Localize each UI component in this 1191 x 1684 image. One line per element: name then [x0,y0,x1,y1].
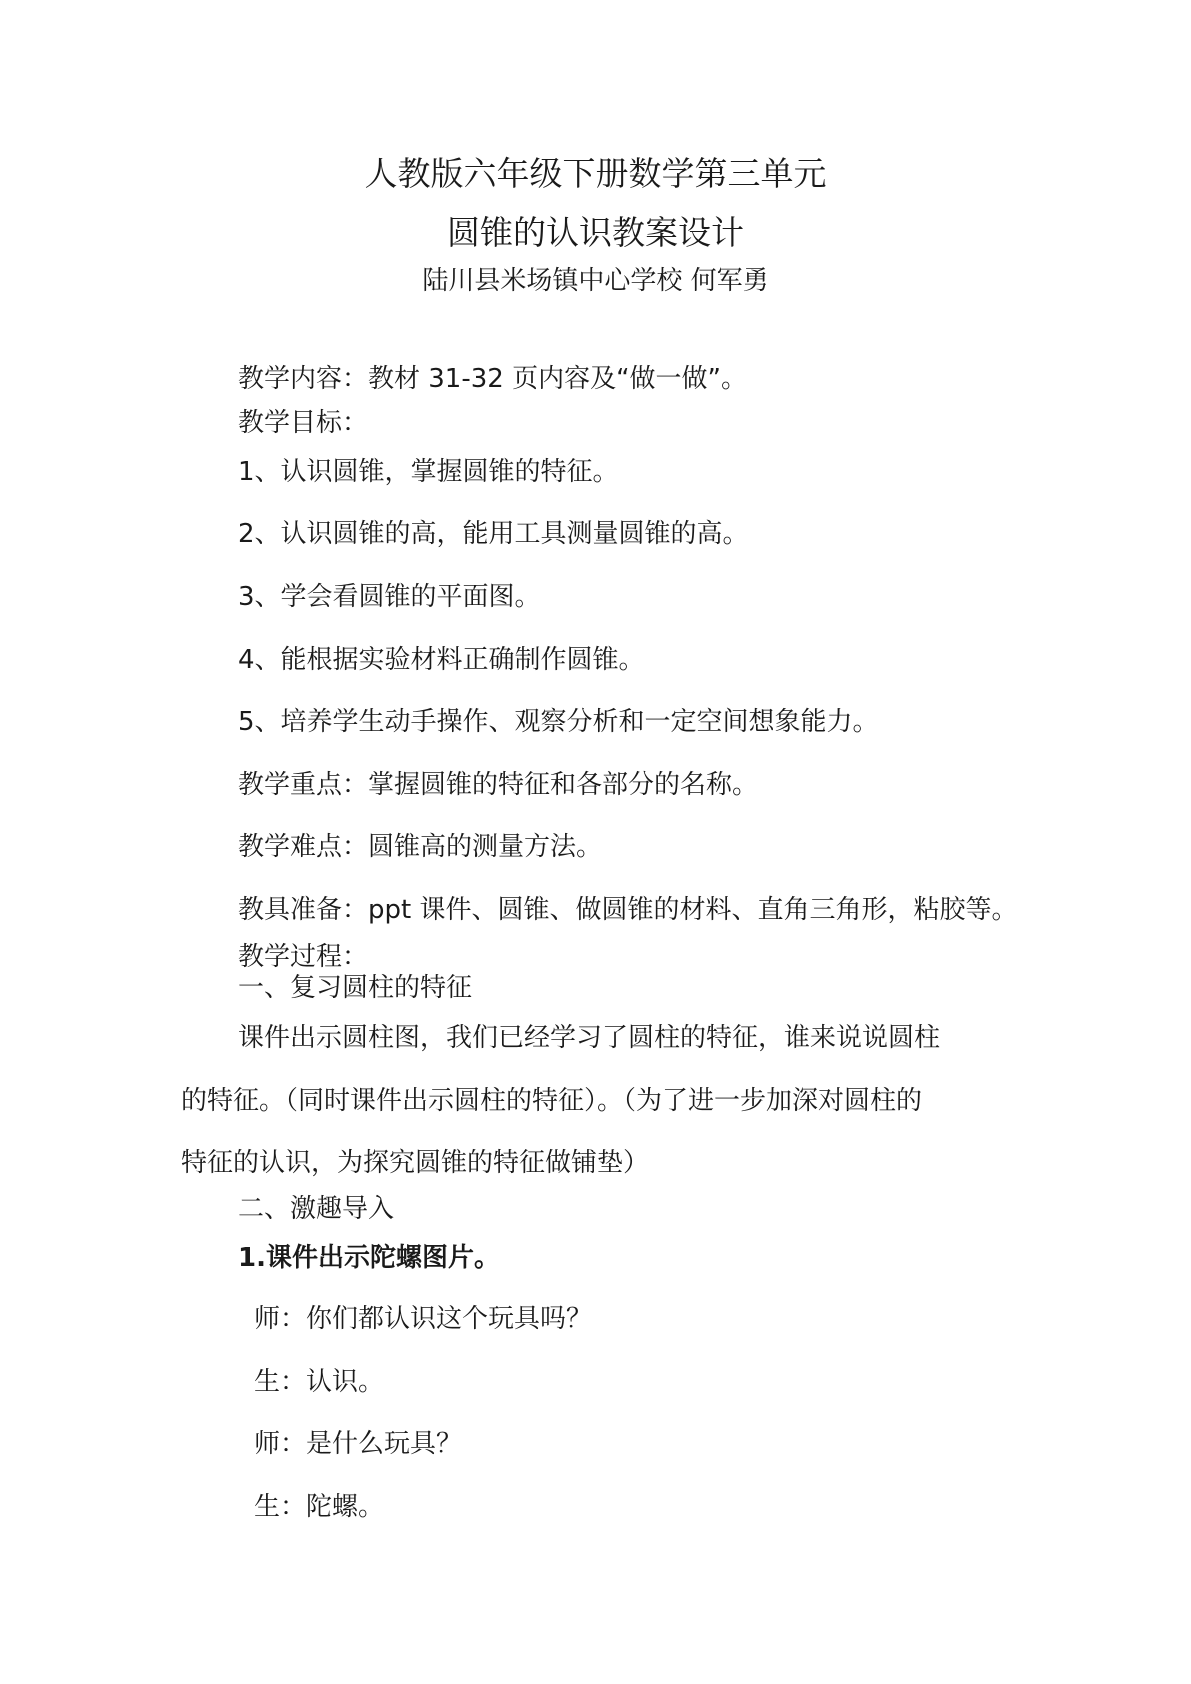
dialogue-line-2: 生：认识。 [254,1367,385,1397]
dialogue-line-3: 师：是什么玩具？ [254,1429,463,1459]
objective-item-3: 3、学会看圆锥的平面图。 [238,582,541,612]
document-title-line1: 人教版六年级下册数学第三单元 [364,154,827,193]
author-line: 陆川县米场镇中心学校 何军勇 [422,266,769,296]
key-point: 教学重点：掌握圆锥的特征和各部分的名称。 [238,770,759,800]
section1-heading: 一、复习圆柱的特征 [238,973,473,1003]
section1-paragraph-line2: 的特征。（同时课件出示圆柱的特征）。（为了进一步加深对圆柱的 [181,1086,923,1116]
document-title-line2: 圆锥的认识教案设计 [447,213,744,252]
process-heading: 教学过程： [238,942,369,972]
objective-item-4: 4、能根据实验材料正确制作圆锥。 [238,645,645,675]
difficulty: 教学难点：圆锥高的测量方法。 [238,832,603,862]
step1-heading: 1.课件出示陀螺图片。 [238,1243,500,1273]
objective-item-2: 2、认识圆锥的高，能用工具测量圆锥的高。 [238,519,749,549]
dialogue-line-4: 生：陀螺。 [254,1492,385,1522]
section1-paragraph-line3: 特征的认识，为探究圆锥的特征做铺垫） [181,1148,650,1178]
objective-item-5: 5、培养学生动手操作、观察分析和一定空间想象能力。 [238,707,879,737]
teaching-content: 教学内容：教材 31-32 页内容及“做一做”。 [238,364,748,394]
section1-paragraph-line1: 课件出示圆柱图，我们已经学习了圆柱的特征，谁来说说圆柱 [238,1023,941,1053]
objective-item-1: 1、认识圆锥，掌握圆锥的特征。 [238,457,619,487]
dialogue-line-1: 师：你们都认识这个玩具吗？ [254,1304,593,1334]
section2-heading: 二、激趣导入 [238,1194,395,1224]
objectives-heading: 教学目标： [238,408,369,438]
materials: 教具准备：ppt 课件、圆锥、做圆锥的材料、直角三角形，粘胶等。 [238,895,1018,925]
